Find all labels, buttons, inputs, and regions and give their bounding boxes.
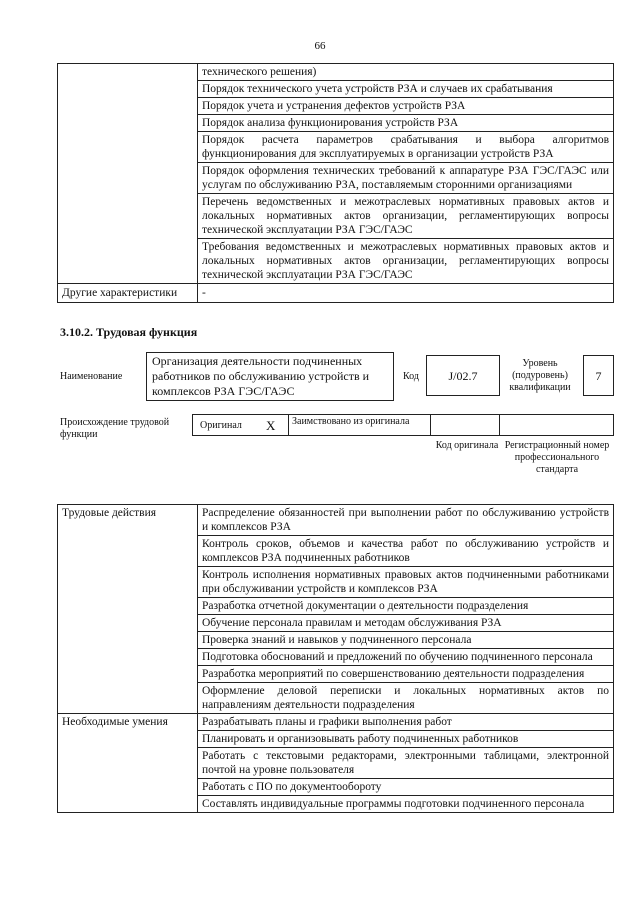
row-text: Порядок расчета параметров срабатывания и выбора алгоритмов функционирования для эксплуатируемых в организации устройств РЗА <box>198 132 614 163</box>
activity-text: Проверка знаний и навыков у подчиненного персонала <box>198 632 614 649</box>
name-label: Наименование <box>60 371 123 382</box>
reg-number-caption: Регистрационный номер профессионального стандарта <box>504 440 610 475</box>
activity-text: Разрабатывать планы и графики выполнения работ <box>198 714 614 731</box>
function-name-box: Организация деятельности подчиненных работников по обслуживанию устройств и комплексов РЗА ГЭС/ГАЭС <box>146 352 394 401</box>
group-label: Трудовые действия <box>58 505 198 714</box>
group-label: Необходимые умения <box>58 714 198 813</box>
row-text: Порядок технического учета устройств РЗА и случаев их срабатывания <box>198 81 614 98</box>
code-label: Код <box>403 371 419 382</box>
activity-text: Распределение обязанностей при выполнении работ по обслуживанию устройств и комплексов РЗА <box>198 505 614 536</box>
row-text: Перечень ведомственных и межотраслевых нормативных правовых актов и локальных нормативных актов организации, регламентирующих вопросы технической эксплуатации РЗА ГЭС/ГАЭС <box>198 194 614 239</box>
origin-code-cell <box>430 414 500 436</box>
activity-text: Планировать и организовывать работу подчиненных работников <box>198 731 614 748</box>
original-mark: X <box>266 418 276 433</box>
activity-text: Работать с текстовыми редакторами, электронными таблицами, электронной почтой на уровне пользователя <box>198 748 614 779</box>
origin-code-caption: Код оригинала <box>435 440 499 451</box>
qualification-level-box: 7 <box>583 355 614 396</box>
reg-number-cell <box>499 414 614 436</box>
row-text: Требования ведомственных и межотраслевых нормативных правовых актов и локальных нормативных актов организации, регламентирующих вопросы технической эксплуатации РЗА ГЭС/ГАЭС <box>198 239 614 284</box>
activity-text: Составлять индивидуальные программы подготовки подчиненного персонала <box>198 796 614 813</box>
section-title: 3.10.2. Трудовая функция <box>60 325 198 339</box>
row-label: Другие характеристики <box>58 284 198 303</box>
activity-text: Разработка мероприятий по совершенствованию деятельности подразделения <box>198 666 614 683</box>
row-text: технического решения) <box>198 64 614 81</box>
row-text: Порядок анализа функционирования устройств РЗА <box>198 115 614 132</box>
origin-label: Происхождение трудовой функции <box>60 417 170 440</box>
knowledge-row <box>58 284 614 303</box>
activities-table <box>57 504 614 813</box>
activity-text: Подготовка обоснований и предложений по обучению подчиненного персонала <box>198 649 614 666</box>
activity-text: Оформление деловой переписки и локальных нормативных актов по направлениям деятельности подразделения <box>198 683 614 714</box>
activity-row <box>58 714 614 731</box>
row-text: - <box>198 284 614 303</box>
knowledge-row <box>58 64 614 81</box>
activity-text: Работать с ПО по документообороту <box>198 779 614 796</box>
level-label: Уровень (подуровень) квалификации <box>509 358 571 393</box>
borrowed-cell: Заимствовано из оригинала <box>288 414 431 436</box>
activity-text: Контроль сроков, объемов и качества работ по обслуживанию устройств и комплексов РЗА подчиненных работников <box>198 536 614 567</box>
activity-text: Обучение персонала правилам и методам обслуживания РЗА <box>198 615 614 632</box>
activity-row <box>58 505 614 536</box>
original-label: Оригинал <box>200 420 242 431</box>
function-code-box: J/02.7 <box>426 355 500 396</box>
row-label <box>58 64 198 284</box>
page-number: 66 <box>314 40 326 52</box>
row-text: Порядок учета и устранения дефектов устройств РЗА <box>198 98 614 115</box>
row-text: Порядок оформления технических требований к аппаратуре РЗА ГЭС/ГАЭС или услугам по обслуживанию РЗА, поставляемым сторонними организациями <box>198 163 614 194</box>
original-cell <box>192 414 289 436</box>
activity-text: Контроль исполнения нормативных правовых актов подчиненными работниками при обслуживании устройств и комплексов РЗА <box>198 567 614 598</box>
knowledge-table <box>57 63 614 303</box>
activity-text: Разработка отчетной документации о деятельности подразделения <box>198 598 614 615</box>
